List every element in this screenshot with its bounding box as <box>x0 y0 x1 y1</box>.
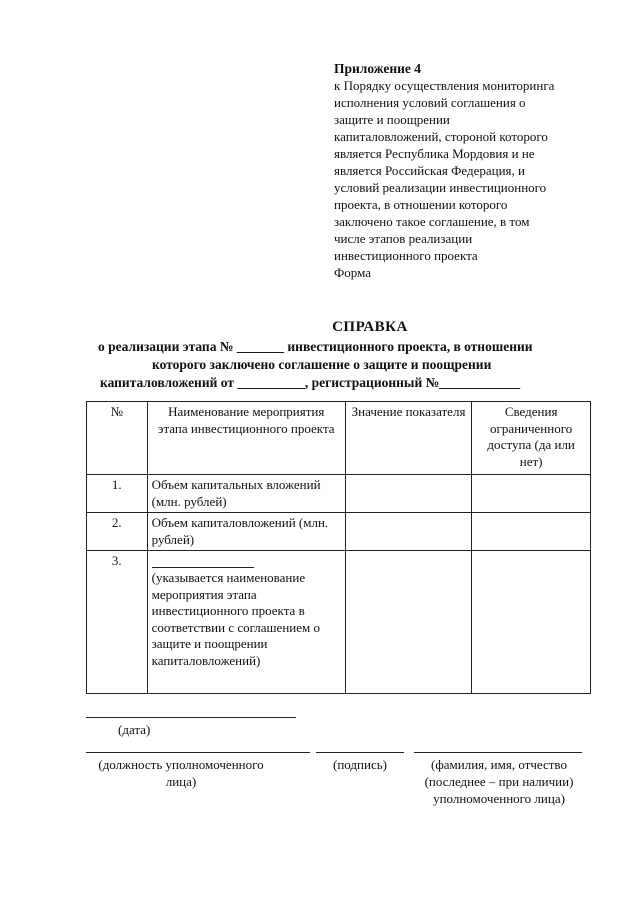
appendix-line: капиталовложений, стороной которого <box>334 129 548 144</box>
appendix-header <box>334 60 594 281</box>
header-restricted-access: Сведения ограниченного доступа (да или нет) <box>472 402 591 475</box>
title-line: капиталовложений от __________, регистрационный №____________ <box>100 375 521 390</box>
document-title: СПРАВКА <box>332 319 408 335</box>
signature-label: (подпись) <box>333 757 387 772</box>
name-label: (фамилия, имя, отчество (последнее – при наличии) уполномоченного лица) <box>424 757 574 806</box>
table-row <box>87 475 591 513</box>
row-number: 2. <box>87 513 148 551</box>
title-line: которого заключено соглашение о защите и поощрении <box>152 357 492 372</box>
date-label: (дата) <box>118 722 151 737</box>
appendix-line: проекта, в отношении которого <box>334 197 508 212</box>
row-access-cell <box>472 513 591 551</box>
name-line <box>414 752 582 753</box>
header-indicator-value: Значение показателя <box>345 402 471 475</box>
table-row <box>87 551 591 694</box>
appendix-line: условий реализации инвестиционного <box>334 180 547 195</box>
row-name: Объем капиталовложений (млн. рублей) <box>147 513 345 551</box>
row-name-cell <box>147 551 345 694</box>
row-name: Объем капитальных вложений (млн. рублей) <box>147 475 345 513</box>
row-name: (указывается наименование мероприятия этапа инвестиционного проекта в соответствии с соглашением о защите и поощрении капиталовложений) <box>151 570 320 668</box>
form-label: Форма <box>334 265 371 280</box>
appendix-heading: Приложение 4 <box>334 61 422 76</box>
appendix-line: является Республика Мордовия и не <box>334 146 535 161</box>
row-value-cell <box>345 551 471 694</box>
row-access-cell <box>472 475 591 513</box>
appendix-line: исполнения условий соглашения о <box>334 95 526 110</box>
row-value-cell <box>345 513 471 551</box>
date-line <box>86 717 296 718</box>
appendix-line: числе этапов реализации <box>334 231 473 246</box>
table-header-row <box>87 402 591 475</box>
appendix-line: инвестиционного проекта <box>334 248 478 263</box>
row-number: 3. <box>87 551 148 694</box>
row-number: 1. <box>87 475 148 513</box>
table-row <box>87 513 591 551</box>
row-access-cell <box>472 551 591 694</box>
appendix-line: защите и поощрении <box>334 112 450 127</box>
position-label: (должность уполномоченного лица) <box>98 757 264 789</box>
document-title-block <box>60 318 620 392</box>
report-table <box>86 401 591 694</box>
row-value-cell <box>345 475 471 513</box>
appendix-line: заключено такое соглашение, в том <box>334 214 530 229</box>
blank-fill-line <box>152 553 254 568</box>
appendix-line: к Порядку осуществления мониторинга <box>334 78 555 93</box>
appendix-line: является Российская Федерация, и <box>334 163 525 178</box>
header-number: № <box>87 402 148 475</box>
signature-line <box>316 752 404 753</box>
header-activity-name: Наименование мероприятия этапа инвестиционного проекта <box>147 402 345 475</box>
title-line: о реализации этапа № _______ инвестиционного проекта, в отношении <box>98 339 533 354</box>
position-line <box>86 752 310 753</box>
